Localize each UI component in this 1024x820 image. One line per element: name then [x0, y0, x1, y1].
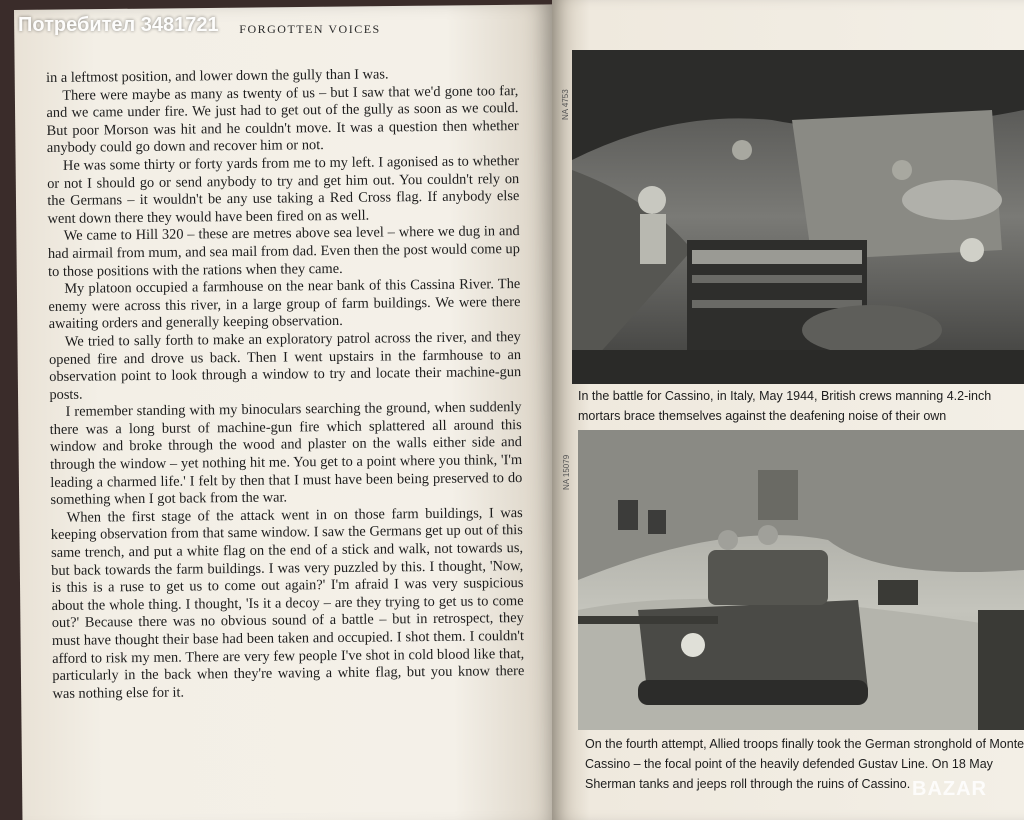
body-text — [46, 65, 525, 703]
paragraph: We tried to sally forth to make an exploratory patrol across the river, and they opened fire and drove us back. Then I went upstairs in the farmhouse to an observation point to look through a window to try and locate their machine-gun posts. — [48, 328, 522, 403]
seller-watermark: Потребител 3481721 — [18, 14, 219, 36]
photo-reference-code: NA 15079 — [562, 454, 571, 490]
paragraph: He was some thirty or forty yards from me to my left. I agonised as to whether or not I should go or send anybody to try and get him out. You couldn't rely on the Germans – it wouldn't be any use taking a Red Cross flag. If anybody else went down there they would have been fired on as well. — [47, 153, 520, 227]
bazar-logo: BAZAR — [912, 778, 987, 800]
running-head: FORGOTTEN VOICES — [239, 22, 381, 36]
paragraph: in a leftmost position, and lower down the gully than I was. — [46, 66, 389, 86]
paragraph: I remember standing with my binoculars searching the ground, when suddenly there was a long burst of machine-gun fire which splattered all around this window and broke through the wood and plaster on the walls either side and through the window – yet nothing hit me. You get to a point where you think, 'I'm leading a charmed life.' I felt by then that I must have been being preserved to do something when I got back from the war. — [49, 399, 523, 509]
paragraph: We came to Hill 320 – these are metres above sea level – where we dug in and had airmail from mum, and sea mail from dad. Even then the post would come up to those positions with the rations when they came. — [47, 223, 520, 280]
sherman-tanks-photo — [578, 430, 1024, 730]
paragraph: When the first stage of the attack went in on those farm buildings, I was keeping observation from that same window. I saw the Germans get up out of this same trench, and put a white flag on the end of a stick and walk, not towards us, but back towards the farm buildings. I was very puzzled by this. I thought, 'Now, is this is a ruse to get us to come out again?' I'm afraid I was very suspicious about the whole thing. I thought, 'Is it a decoy – are they trying to get us to come out?' Because there was no obvious sound of a battle – but in retrospect, they must have thought their base had been taken and occupied. I shot them. I couldn't afford to risk my men. There are very few people I've shot in cold blood like that, particularly in the back when they're waving a white flag, but you know there was nothing else for it. — [50, 504, 525, 702]
photo-caption: In the battle for Cassino, in Italy, May 1944, British crews manning 4.2-inch mortars brace themselves against the deafening noise of their own — [578, 389, 992, 423]
paragraph: There were maybe as many as twenty of us – but I saw that we'd gone too far, and we came under fire. We just had to get out of the gully as soon as we could. But poor Morson was hit and he couldn't move. It was a question then whether anybody could go down and recover him or not. — [46, 82, 519, 157]
mortar-crews-photo — [572, 50, 1024, 384]
photo-reference-code: NA 4753 — [561, 89, 570, 120]
paragraph: My platoon occupied a farmhouse on the near bank of this Cassina River. The enemy were across this river, in a large group of farm buildings. We were there awaiting orders and generally keeping observation. — [48, 276, 521, 333]
photo-caption: On the fourth attempt, Allied troops finally took the German stronghold of Monte Cassino – the focal point of the heavily defended Gustav Line. On 18 May Sherman tanks and jeeps roll through the ruins of Cassino. — [585, 737, 1024, 791]
